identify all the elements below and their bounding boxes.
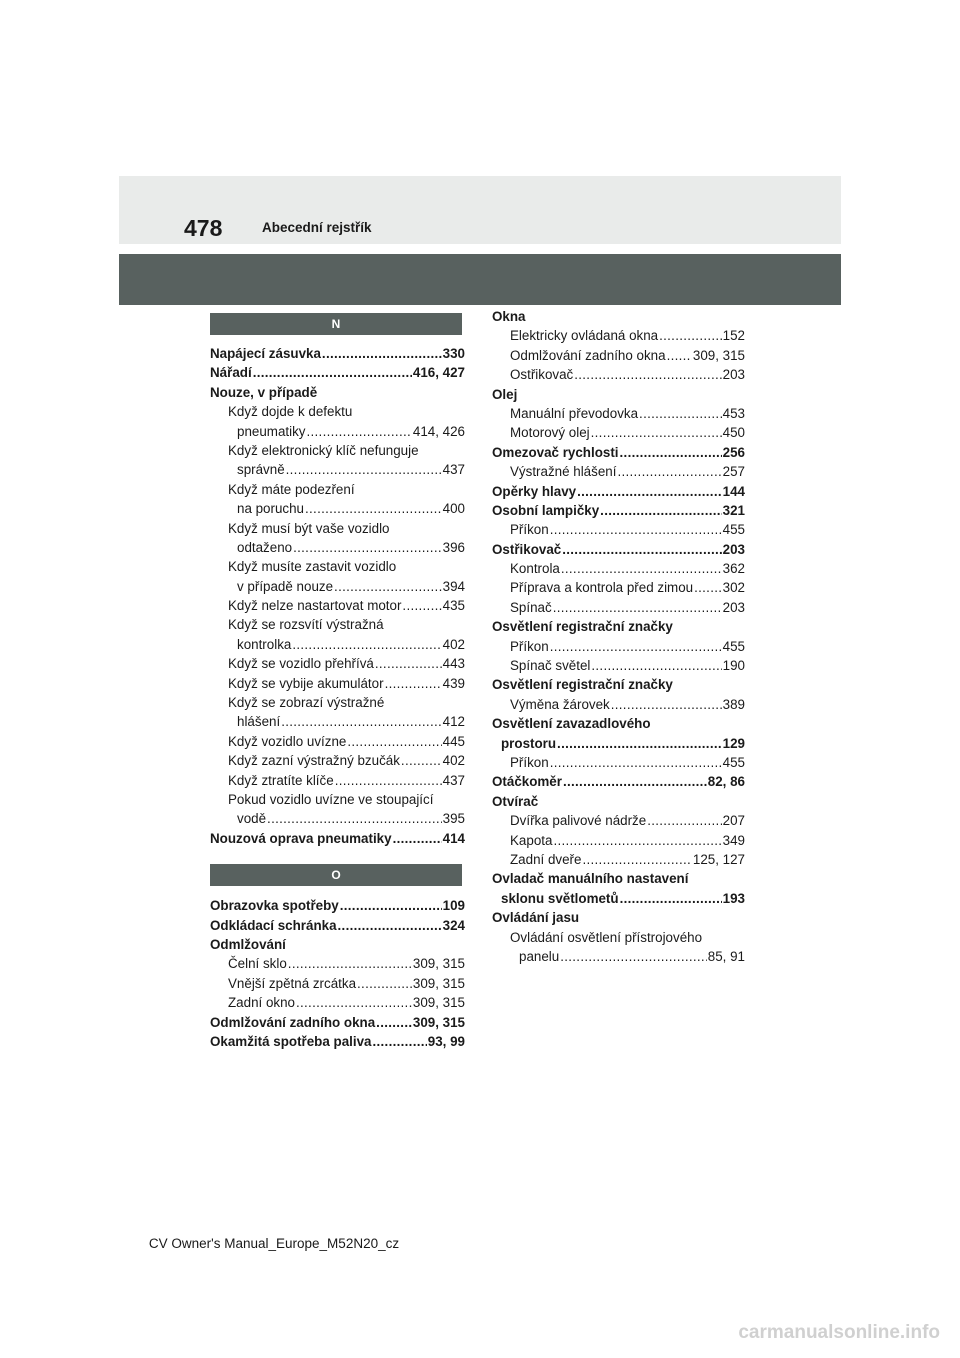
- index-entry: [489, 811, 745, 830]
- header-band: [119, 176, 841, 244]
- index-entry-text: Příkon: [510, 638, 549, 654]
- index-entry-text: Nouze, v případě: [210, 384, 318, 400]
- index-entry: [207, 596, 465, 615]
- index-entry-text: Ovladač manuálního nastavení: [492, 871, 689, 887]
- dot-leader: [557, 734, 722, 753]
- dot-leader: [338, 916, 442, 935]
- index-entry-text: Manuální převodovka: [510, 405, 639, 421]
- index-entry-text: Ostřikovač: [492, 541, 562, 557]
- index-entry-text: Okna: [492, 309, 526, 324]
- index-entry: [489, 598, 745, 617]
- index-entry-page: 389: [722, 696, 745, 712]
- index-entry-page: 309, 315: [412, 1014, 465, 1030]
- index-entry-text: Když se zobrazí výstražné: [228, 695, 385, 711]
- index-entry: [207, 712, 465, 731]
- index-entry-text: Napájecí zásuvka: [210, 346, 321, 361]
- index-entry-page: 453: [722, 405, 745, 421]
- index-entry-text: Ovládání jasu: [492, 910, 580, 926]
- index-entry-page: 93, 99: [427, 1033, 465, 1049]
- index-entry-text: Obrazovka spotřeby: [210, 898, 339, 914]
- index-entry-text: Odmlžování zadního okna: [510, 347, 666, 363]
- index-entry-text: v případě nouze: [237, 578, 334, 594]
- index-entry: [489, 482, 745, 501]
- index-entry-text: hlášení: [237, 714, 281, 730]
- index-entry: [489, 772, 745, 791]
- index-entry-text: vodě: [237, 811, 267, 827]
- index-entry: [489, 928, 745, 947]
- section-title: Abecední rejstřík: [262, 220, 372, 235]
- index-entry-text: Příkon: [510, 522, 549, 538]
- index-entry: [207, 954, 465, 973]
- watermark: carmanualsonline.info: [738, 1322, 940, 1343]
- index-entry: [207, 771, 465, 790]
- dot-leader: [561, 559, 722, 578]
- index-entry-page: 414: [442, 830, 465, 846]
- index-entry: [207, 383, 465, 402]
- index-entry-page: 455: [722, 638, 745, 654]
- index-list-n: [207, 344, 465, 848]
- dot-leader: [620, 443, 722, 462]
- index-entry-text: prostoru: [501, 735, 557, 751]
- index-entry: [489, 404, 745, 423]
- letter-heading-o: O: [210, 864, 462, 886]
- index-entry: [489, 326, 745, 345]
- dot-leader: [553, 831, 721, 850]
- index-entry-page: 109: [442, 898, 465, 914]
- index-entry-text: Okamžitá spotřeba paliva: [210, 1033, 372, 1049]
- index-entry-page: 439: [442, 675, 465, 691]
- index-entry: [207, 615, 465, 634]
- dot-leader: [401, 751, 442, 770]
- index-entry-page: 362: [722, 561, 745, 577]
- index-entry-page: 82, 86: [707, 774, 745, 790]
- index-entry-text: Příprava a kontrola před zimou: [510, 580, 694, 596]
- index-entry: [207, 557, 465, 576]
- index-entry: [489, 734, 745, 753]
- index-entry: [207, 732, 465, 751]
- index-entry: [489, 850, 745, 869]
- index-entry-text: Omezovač rychlosti: [492, 444, 619, 460]
- index-entry-text: Když musí být vaše vozidlo: [228, 520, 390, 536]
- index-entry: [207, 422, 465, 441]
- index-entry: [207, 974, 465, 993]
- index-entry-text: Nouzová oprava pneumatiky: [210, 830, 392, 846]
- index-entry: [489, 675, 745, 694]
- index-entry-text: Výstražné hlášení: [510, 464, 617, 480]
- dot-leader: [617, 462, 721, 481]
- index-entry: [489, 520, 745, 539]
- index-entry-text: Odmlžování: [210, 936, 286, 952]
- index-entry-page: 321: [722, 502, 745, 518]
- index-entry-text: Kontrola: [510, 561, 560, 577]
- dot-leader: [385, 674, 442, 693]
- index-entry-page: 309, 315: [412, 975, 465, 991]
- dot-leader: [393, 829, 442, 848]
- index-entry-page: 455: [722, 754, 745, 770]
- index-entry: [489, 617, 745, 636]
- dot-leader: [611, 695, 722, 714]
- dot-leader: [582, 850, 691, 869]
- index-entry: [207, 790, 465, 809]
- index-entry: [489, 889, 745, 908]
- index-column-right: [489, 307, 745, 966]
- page-number: 478: [184, 215, 223, 241]
- index-entry: [489, 307, 745, 326]
- index-entry: [207, 693, 465, 712]
- index-entry: [207, 460, 465, 479]
- index-entry: [207, 635, 465, 654]
- index-entry: [207, 654, 465, 673]
- index-entry-page: 207: [722, 813, 745, 829]
- dot-leader: [591, 656, 721, 675]
- index-entry-page: 400: [442, 501, 465, 517]
- index-entry: [489, 365, 745, 384]
- index-entry-page: 203: [722, 599, 745, 615]
- index-entry-text: Otáčkoměr: [492, 774, 562, 790]
- footer: [0, 1236, 960, 1251]
- dot-leader: [305, 499, 442, 518]
- dot-leader: [293, 538, 442, 557]
- index-entry-page: 450: [722, 425, 745, 441]
- index-entry-text: Osvětlení registrační značky: [492, 619, 673, 635]
- letter-heading-n: N: [210, 313, 462, 335]
- index-entry-page: 402: [442, 636, 465, 652]
- index-entry: [207, 993, 465, 1012]
- index-entry: [489, 656, 745, 675]
- index-entry: [489, 540, 745, 559]
- index-entry-text: Když elektronický klíč nefunguje: [228, 442, 419, 458]
- index-entry-text: Když ztratíte klíče: [228, 772, 334, 788]
- dot-leader: [647, 811, 721, 830]
- index-entry-text: Výměna žárovek: [510, 696, 610, 712]
- dot-leader: [574, 365, 721, 384]
- dot-leader: [639, 404, 722, 423]
- index-entry-page: 437: [442, 772, 465, 788]
- index-entry: [489, 443, 745, 462]
- index-entry-page: 85, 91: [707, 948, 745, 964]
- index-entry-page: 125, 127: [692, 851, 745, 867]
- index-entry-page: 257: [722, 464, 745, 480]
- dot-leader: [375, 654, 442, 673]
- index-entry-page: 443: [442, 656, 465, 672]
- index-entry-page: 416, 427: [412, 365, 465, 381]
- dot-leader: [288, 954, 412, 973]
- index-entry: [207, 577, 465, 596]
- index-entry: [489, 501, 745, 520]
- index-entry: [489, 578, 745, 597]
- index-entry: [489, 385, 745, 404]
- index-entry: [207, 538, 465, 557]
- index-entry-page: 455: [722, 522, 745, 538]
- index-entry: [207, 829, 465, 848]
- index-entry: [489, 792, 745, 811]
- index-entry-text: Když nelze nastartovat motor: [228, 598, 402, 614]
- dot-leader: [563, 772, 707, 791]
- index-entry: [489, 462, 745, 481]
- index-entry-text: Zadní dveře: [510, 851, 582, 867]
- index-entry-text: Osobní lampičky: [492, 502, 600, 518]
- index-entry-text: Příkon: [510, 754, 549, 770]
- index-entry-text: Osvětlení registrační značky: [492, 677, 673, 693]
- index-list-o: [207, 896, 465, 1051]
- index-entry-text: Spínač světel: [510, 658, 591, 674]
- index-entry-page: 395: [442, 811, 465, 827]
- index-entry-page: 152: [722, 328, 745, 344]
- dot-leader: [620, 889, 722, 908]
- index-entry: [489, 753, 745, 772]
- dot-leader: [667, 346, 692, 365]
- dot-leader: [281, 712, 441, 731]
- index-entry-text: Spínač: [510, 599, 552, 615]
- index-entry: [207, 499, 465, 518]
- index-entry: [489, 695, 745, 714]
- index-entry-text: Když se vozidlo přehřívá: [228, 656, 374, 672]
- dot-leader: [292, 635, 441, 654]
- index-entry-text: Když se vybije akumulátor: [228, 675, 384, 691]
- footer-text: CV Owner's Manual_Europe_M52N20_cz: [148, 1236, 400, 1251]
- index-entry-page: 414, 426: [412, 423, 465, 439]
- dot-leader: [550, 520, 722, 539]
- index-entry-page: 309, 315: [412, 995, 465, 1011]
- dot-leader: [335, 771, 442, 790]
- index-entry: [489, 346, 745, 365]
- index-entry-text: Otvírač: [492, 793, 539, 809]
- index-entry-text: správně: [237, 462, 285, 478]
- dot-leader: [553, 598, 722, 617]
- index-entry: [489, 831, 745, 850]
- index-entry-page: 349: [722, 832, 745, 848]
- dot-leader: [577, 482, 722, 501]
- index-entry-page: 402: [442, 753, 465, 769]
- index-entry: [207, 344, 465, 363]
- index-entry-text: Když máte podezření: [228, 481, 355, 497]
- index-entry-page: 396: [442, 539, 465, 555]
- index-entry-text: Opěrky hlavy: [492, 483, 577, 499]
- index-entry-page: 309, 315: [692, 347, 745, 363]
- index-entry-text: Když musíte zastavit vozidlo: [228, 559, 397, 575]
- index-entry: [207, 935, 465, 954]
- index-entry: [207, 896, 465, 915]
- index-entry-text: Když dojde k defektu: [228, 404, 353, 420]
- index-entry-text: Olej: [492, 386, 518, 402]
- index-entry-page: 144: [722, 483, 745, 499]
- dot-leader: [591, 423, 722, 442]
- index-entry-page: 256: [722, 444, 745, 460]
- index-entry-text: kontrolka: [237, 636, 292, 652]
- index-entry-page: 394: [442, 578, 465, 594]
- dot-leader: [694, 578, 722, 597]
- index-entry-text: Čelní sklo: [228, 956, 287, 972]
- index-entry: [489, 423, 745, 442]
- index-entry: [207, 480, 465, 499]
- index-entry: [207, 809, 465, 828]
- dot-leader: [357, 974, 412, 993]
- index-entry-page: 324: [442, 917, 465, 933]
- index-entry-text: Kapota: [510, 832, 553, 848]
- dot-leader: [347, 732, 441, 751]
- index-entry: [207, 441, 465, 460]
- index-entry-text: Vnější zpětná zrcátka: [228, 975, 357, 991]
- dot-leader: [340, 896, 442, 915]
- index-entry-page: 203: [722, 367, 745, 383]
- index-entry: [207, 363, 465, 382]
- index-entry-text: Osvětlení zavazadlového: [492, 716, 651, 732]
- index-entry-page: 190: [722, 658, 745, 674]
- dot-leader: [562, 540, 721, 559]
- index-entry: [207, 1013, 465, 1032]
- index-entry: [489, 637, 745, 656]
- dot-leader: [286, 460, 442, 479]
- dot-leader: [402, 596, 441, 615]
- index-entry-page: 203: [722, 541, 745, 557]
- index-entry-page: 412: [442, 714, 465, 730]
- index-entry-page: 309, 315: [412, 956, 465, 972]
- index-entry-text: odtaženo: [237, 539, 293, 555]
- index-entry-text: Zadní okno: [228, 995, 295, 1011]
- index-column-left: [207, 313, 465, 1051]
- index-entry: [489, 714, 745, 733]
- index-entry-page: 437: [442, 462, 465, 478]
- dot-leader: [296, 993, 412, 1012]
- index-entry-text: Ovládání osvětlení přístrojového: [510, 929, 703, 945]
- dot-leader: [253, 363, 412, 382]
- index-entry: [489, 908, 745, 927]
- dot-leader: [306, 422, 411, 441]
- index-entry: [489, 869, 745, 888]
- index-entry-text: sklonu světlometů: [501, 890, 619, 906]
- index-entry-text: Ostřikovač: [510, 367, 574, 383]
- index-entry-text: Odkládací schránka: [210, 917, 337, 933]
- index-entry-text: Motorový olej: [510, 425, 590, 441]
- index-entry: [489, 947, 745, 966]
- index-entry-page: 435: [442, 598, 465, 614]
- dot-leader: [659, 326, 722, 345]
- index-entry: [207, 519, 465, 538]
- dot-leader: [376, 1013, 412, 1032]
- dot-leader: [600, 501, 721, 520]
- index-entry: [207, 751, 465, 770]
- index-entry-page: 193: [722, 890, 745, 906]
- index-entry-text: Dvířka palivové nádrže: [510, 813, 647, 829]
- header-dark-band: [119, 254, 841, 305]
- dot-leader: [560, 947, 707, 966]
- index-entry-text: Odmlžování zadního okna: [210, 1014, 376, 1030]
- index-entry-text: Když se rozsvítí výstražná: [228, 617, 384, 633]
- index-entry-text: pneumatiky: [237, 423, 306, 439]
- dot-leader: [322, 344, 442, 363]
- index-entry: [207, 674, 465, 693]
- index-entry: [207, 916, 465, 935]
- index-entry-page: 330: [442, 346, 465, 361]
- index-entry-text: Když zazní výstražný bzučák: [228, 753, 400, 769]
- index-entry-text: Pokud vozidlo uvízne ve stoupající: [228, 791, 434, 807]
- index-entry-page: 129: [722, 735, 745, 751]
- index-entry: [207, 402, 465, 421]
- dot-leader: [550, 637, 722, 656]
- index-entry-text: Nářadí: [210, 365, 252, 381]
- index-entry-text: na poruchu: [237, 501, 305, 517]
- index-entry-text: Když vozidlo uvízne: [228, 733, 347, 749]
- dot-leader: [334, 577, 442, 596]
- index-entry: [489, 559, 745, 578]
- index-entry-page: 302: [722, 580, 745, 596]
- index-entry-text: panelu: [519, 948, 560, 964]
- index-entry-text: Elektricky ovládaná okna: [510, 328, 659, 344]
- index-entry-page: 445: [442, 733, 465, 749]
- dot-leader: [550, 753, 722, 772]
- dot-leader: [373, 1032, 427, 1051]
- index-list-right: [489, 307, 745, 966]
- index-entry: [207, 1032, 465, 1051]
- dot-leader: [267, 809, 442, 828]
